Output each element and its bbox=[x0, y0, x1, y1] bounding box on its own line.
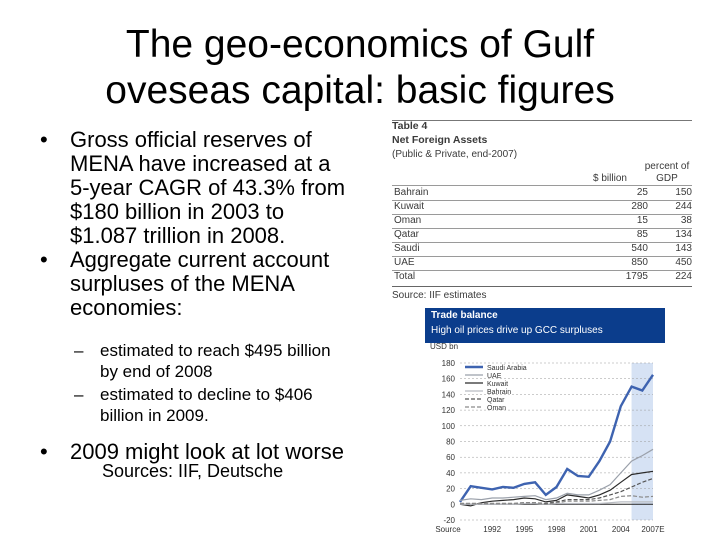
cell-usd: 540 bbox=[631, 243, 648, 254]
trade-balance-chart bbox=[425, 308, 665, 533]
net-foreign-assets-table bbox=[390, 114, 696, 304]
sub-bullet-2009 bbox=[30, 384, 380, 426]
legend-label: UAE bbox=[487, 373, 502, 380]
bullet-line: surpluses of the MENA bbox=[70, 271, 295, 296]
bullet-line: 2009 might look at lot worse bbox=[70, 439, 344, 464]
bullet-line: $1.087 trillion in 2008. bbox=[70, 223, 286, 248]
y-tick-label: -20 bbox=[443, 516, 455, 525]
table-label: Table 4 bbox=[392, 120, 428, 132]
chart-unit-label: USD bn bbox=[430, 342, 459, 351]
y-tick-label: 160 bbox=[441, 374, 455, 384]
legend-label: Qatar bbox=[487, 397, 505, 404]
table-source: Source: IIF estimates bbox=[392, 290, 487, 301]
cell-pct: 244 bbox=[675, 201, 692, 212]
cell-usd: 280 bbox=[631, 201, 648, 212]
cell-pct: 143 bbox=[675, 243, 692, 254]
cell-pct: 134 bbox=[675, 229, 692, 240]
x-tick-label: Source bbox=[435, 525, 461, 534]
sub-bullet-line: billion in 2009. bbox=[100, 406, 209, 425]
cell-country: Bahrain bbox=[394, 187, 429, 198]
spacer bbox=[30, 426, 380, 440]
y-tick-label: 120 bbox=[441, 406, 455, 416]
bullet-list bbox=[30, 128, 380, 464]
bullet-line: Gross official reserves of bbox=[70, 127, 312, 152]
x-tick-label: 1998 bbox=[547, 525, 566, 534]
legend-label: Oman bbox=[487, 405, 507, 412]
y-tick-label: 0 bbox=[450, 500, 455, 510]
cell-country: Oman bbox=[394, 215, 422, 226]
sub-bullet-line: estimated to decline to $406 bbox=[100, 385, 313, 404]
sources-note: Sources: IIF, Deutsche bbox=[102, 461, 284, 481]
y-tick-label: 20 bbox=[446, 484, 455, 494]
chart-svg bbox=[425, 308, 665, 533]
column-header-usd: $ billion bbox=[593, 173, 627, 184]
table-row bbox=[392, 215, 692, 228]
bullet-line: MENA have increased at a bbox=[70, 151, 331, 176]
x-tick-label: 2007E bbox=[641, 525, 665, 534]
cell-pct: 38 bbox=[680, 215, 692, 226]
cell-usd: 1795 bbox=[625, 271, 648, 282]
cell-usd: 85 bbox=[636, 229, 648, 240]
y-tick-label: 100 bbox=[441, 421, 455, 431]
table-subtitle: (Public & Private, end-2007) bbox=[392, 149, 518, 160]
cell-country: Kuwait bbox=[394, 201, 425, 212]
y-tick-label: 80 bbox=[446, 437, 455, 447]
bullet-reserves bbox=[30, 128, 380, 248]
table-title: Net Foreign Assets bbox=[392, 134, 488, 146]
cell-usd: 850 bbox=[631, 257, 648, 268]
cell-country: UAE bbox=[394, 257, 415, 268]
table-row bbox=[392, 257, 692, 270]
bullet-line: $180 billion in 2003 to bbox=[70, 199, 285, 224]
cell-pct: 450 bbox=[675, 257, 692, 268]
cell-usd: 25 bbox=[636, 187, 648, 198]
x-tick-label: 2004 bbox=[611, 525, 630, 534]
y-tick-label: 60 bbox=[446, 453, 455, 463]
table-row bbox=[392, 187, 692, 200]
table-bottom-rule bbox=[392, 286, 692, 287]
bullet-dot: • bbox=[40, 127, 48, 152]
legend-label: Bahrain bbox=[487, 389, 512, 396]
bullet-line: economies: bbox=[70, 295, 183, 320]
column-header-pct-line2: GDP bbox=[656, 173, 678, 184]
table-row bbox=[392, 229, 692, 242]
sub-bullet-2008 bbox=[30, 340, 380, 382]
cell-usd: 15 bbox=[636, 215, 648, 226]
spacer bbox=[30, 320, 380, 340]
chart-subtitle: High oil prices drive up GCC surpluses bbox=[431, 325, 603, 336]
dash-glyph: – bbox=[74, 385, 84, 404]
table-top-rule bbox=[392, 120, 692, 121]
bullet-dot: • bbox=[40, 439, 48, 464]
column-header-pct-line1: percent of bbox=[644, 161, 690, 172]
table-row bbox=[392, 201, 692, 214]
cell-pct: 224 bbox=[675, 271, 692, 282]
title-line-2: oveseas capital: basic figures bbox=[105, 69, 615, 112]
column-header-pct bbox=[640, 161, 694, 185]
sub-bullet-line: estimated to reach $495 billion bbox=[100, 341, 331, 360]
cell-country: Total bbox=[394, 271, 416, 282]
bullet-surpluses bbox=[30, 248, 380, 320]
x-tick-label: 1992 bbox=[483, 525, 502, 534]
table-row-total bbox=[392, 271, 692, 284]
legend-label: Kuwait bbox=[487, 381, 509, 388]
x-tick-label: 1995 bbox=[515, 525, 534, 534]
x-tick-label: 2001 bbox=[579, 525, 598, 534]
dash-glyph: – bbox=[74, 341, 84, 360]
slide-title bbox=[60, 22, 660, 114]
y-tick-label: 140 bbox=[441, 390, 455, 400]
bullet-dot: • bbox=[40, 247, 48, 272]
table-row bbox=[392, 243, 692, 256]
legend-label: Saudi Arabia bbox=[487, 365, 527, 372]
header-rule bbox=[392, 185, 692, 186]
y-tick-label: 40 bbox=[446, 468, 455, 478]
y-tick-label: 180 bbox=[441, 359, 455, 368]
cell-country: Saudi bbox=[394, 243, 420, 254]
bullet-line: 5-year CAGR of 43.3% from bbox=[70, 175, 346, 200]
chart-title: Trade balance bbox=[431, 310, 498, 321]
bullet-line: Aggregate current account bbox=[70, 247, 330, 272]
sub-bullet-line: by end of 2008 bbox=[100, 362, 213, 381]
cell-pct: 150 bbox=[675, 187, 692, 198]
cell-country: Qatar bbox=[394, 229, 420, 240]
title-line-1: The geo-economics of Gulf bbox=[125, 23, 595, 66]
